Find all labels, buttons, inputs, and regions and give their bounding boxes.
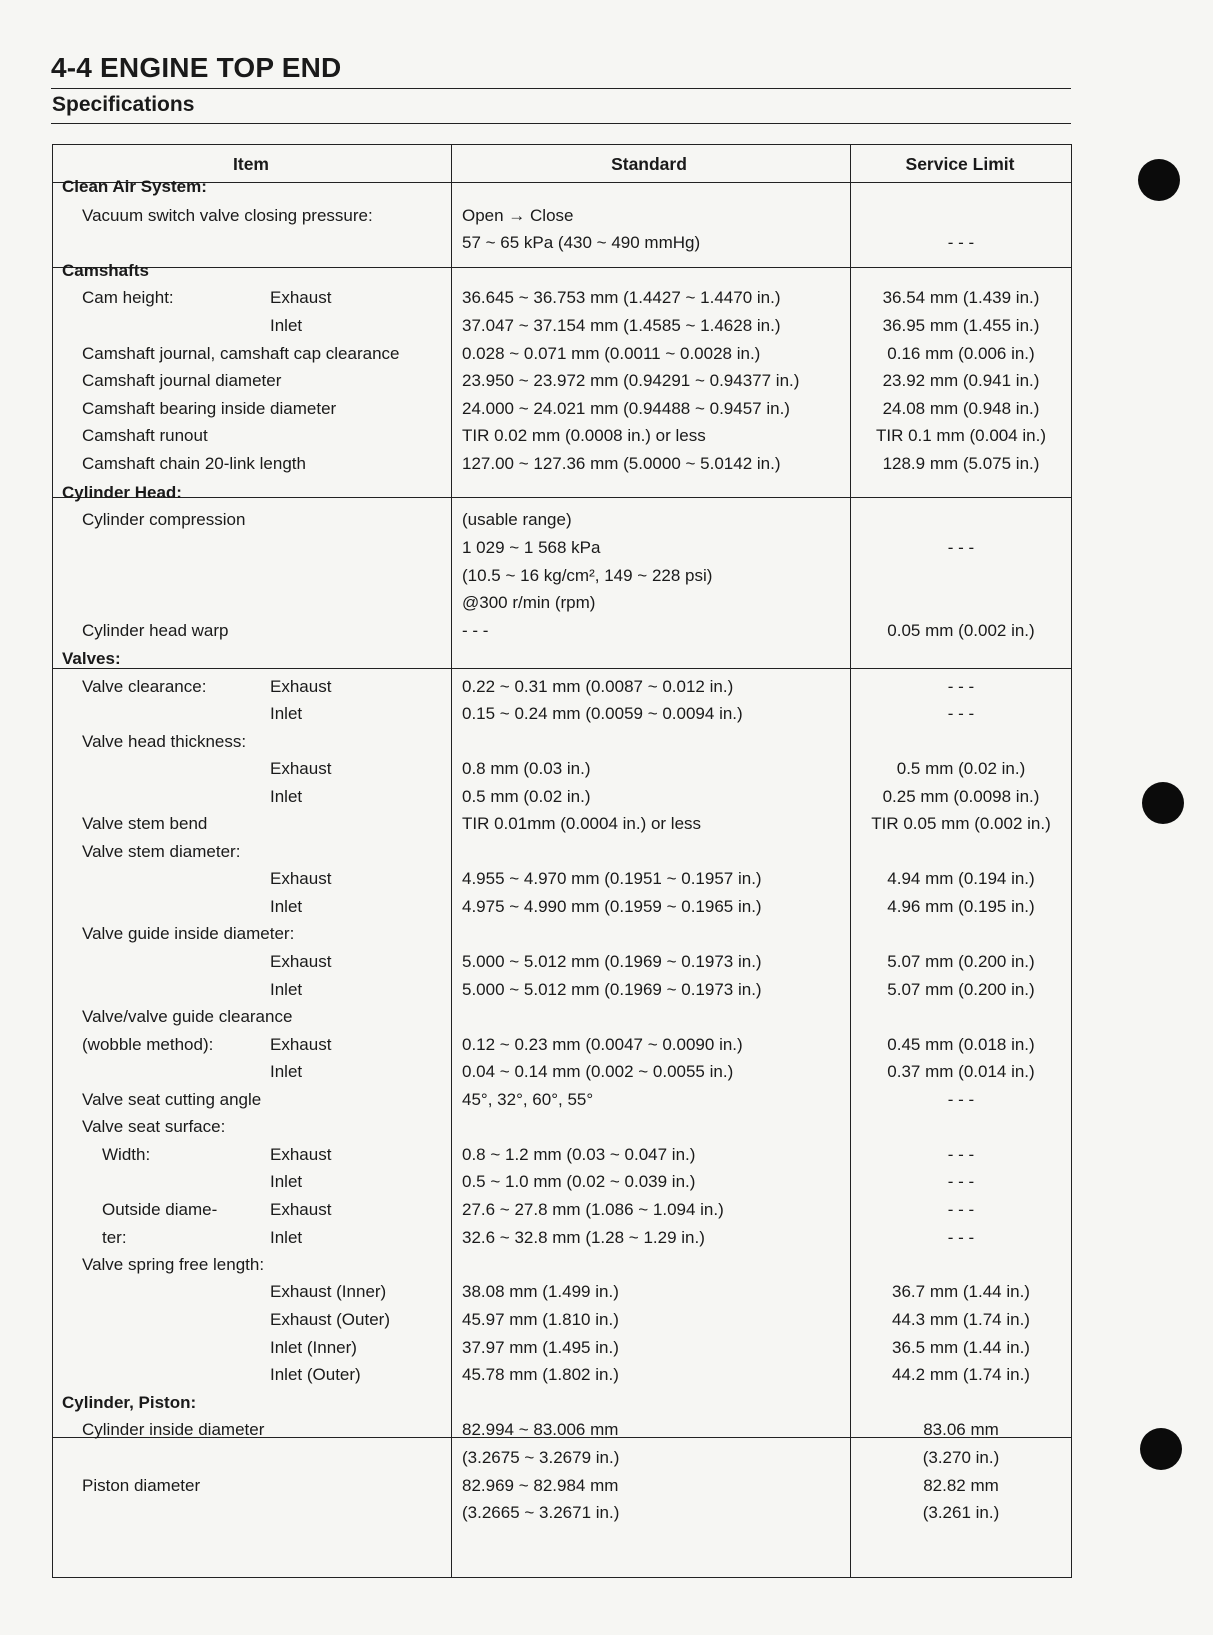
service-limit-value: (3.270 in.) <box>922 1448 1000 1467</box>
spec-subitem: Exhaust <box>270 1200 332 1219</box>
standard-value: 4.975 ~ 4.990 mm (0.1959 ~ 0.1965 in.) <box>462 897 762 916</box>
spec-item: Camshaft journal, camshaft cap clearance <box>82 344 400 363</box>
column-header: Standard <box>611 154 687 174</box>
standard-value: 0.5 ~ 1.0 mm (0.02 ~ 0.039 in.) <box>462 1172 696 1191</box>
spec-item: Camshaft journal diameter <box>82 371 282 390</box>
spec-item: Cylinder compression <box>82 510 246 529</box>
section-heading: Camshafts <box>62 261 149 280</box>
service-limit-value: (3.261 in.) <box>922 1503 1000 1522</box>
standard-value: 127.00 ~ 127.36 mm (5.0000 ~ 5.0142 in.) <box>462 454 781 473</box>
service-limit-value: TIR 0.05 mm (0.002 in.) <box>871 814 1051 833</box>
spec-item: (wobble method): <box>82 1035 214 1054</box>
section-heading: Valves: <box>62 649 121 668</box>
column-divider <box>451 145 452 1577</box>
spec-item: Valve stem bend <box>82 814 208 833</box>
service-limit-value: 4.94 mm (0.194 in.) <box>887 869 1035 888</box>
standard-value: (3.2665 ~ 3.2671 in.) <box>462 1503 620 1522</box>
service-limit-value: 82.82 mm <box>923 1476 999 1495</box>
subtitle-rule <box>51 123 1071 124</box>
section-rule <box>53 497 1071 498</box>
service-limit-value: 36.7 mm (1.44 in.) <box>892 1282 1030 1301</box>
spec-subitem: Exhaust <box>270 1035 332 1054</box>
binder-hole <box>1138 159 1180 201</box>
standard-value: 0.028 ~ 0.071 mm (0.0011 ~ 0.0028 in.) <box>462 344 761 363</box>
spec-subitem: Inlet <box>270 897 303 916</box>
standard-value: 4.955 ~ 4.970 mm (0.1951 ~ 0.1957 in.) <box>462 869 762 888</box>
spec-subitem: Inlet <box>270 1172 303 1191</box>
service-limit-value: 44.3 mm (1.74 in.) <box>892 1310 1030 1329</box>
standard-value: Open → Close <box>462 206 574 225</box>
standard-value: 38.08 mm (1.499 in.) <box>462 1282 619 1301</box>
standard-value: 32.6 ~ 32.8 mm (1.28 ~ 1.29 in.) <box>462 1228 705 1247</box>
standard-value: 0.22 ~ 0.31 mm (0.0087 ~ 0.012 in.) <box>462 677 734 696</box>
spec-subitem: Inlet <box>270 980 303 999</box>
spec-subitem: Inlet <box>270 787 303 806</box>
standard-value: 37.97 mm (1.495 in.) <box>462 1338 619 1357</box>
spec-item: Valve seat cutting angle <box>82 1090 262 1109</box>
spec-subitem: Inlet (Outer) <box>270 1365 361 1384</box>
service-limit-value: 24.08 mm (0.948 in.) <box>882 399 1040 418</box>
service-limit-value: 0.45 mm (0.018 in.) <box>887 1035 1035 1054</box>
spec-item: Valve clearance: <box>82 677 207 696</box>
service-limit-value: 5.07 mm (0.200 in.) <box>887 980 1035 999</box>
spec-item: Camshaft chain 20-link length <box>82 454 306 473</box>
spec-subitem: Exhaust <box>270 1145 332 1164</box>
spec-item: Valve guide inside diameter: <box>82 924 295 943</box>
section-heading: Cylinder Head: <box>62 483 182 502</box>
standard-value: 5.000 ~ 5.012 mm (0.1969 ~ 0.1973 in.) <box>462 952 762 971</box>
standard-value: 27.6 ~ 27.8 mm (1.086 ~ 1.094 in.) <box>462 1200 724 1219</box>
service-limit-value: 4.96 mm (0.195 in.) <box>887 897 1035 916</box>
standard-value: 37.047 ~ 37.154 mm (1.4585 ~ 1.4628 in.) <box>462 316 781 335</box>
spec-subitem: Exhaust <box>270 677 332 696</box>
service-limit-value: 5.07 mm (0.200 in.) <box>887 952 1035 971</box>
standard-value: 0.8 ~ 1.2 mm (0.03 ~ 0.047 in.) <box>462 1145 696 1164</box>
service-limit-value: 0.05 mm (0.002 in.) <box>887 621 1035 640</box>
service-limit-value: 36.5 mm (1.44 in.) <box>892 1338 1030 1357</box>
spec-item: Cam height: <box>82 288 174 307</box>
spec-item: Valve stem diameter: <box>82 842 241 861</box>
binder-hole <box>1140 1428 1182 1470</box>
service-limit-value: 23.92 mm (0.941 in.) <box>882 371 1040 390</box>
service-limit-value: - - - <box>947 677 975 696</box>
spec-item: Width: <box>102 1145 151 1164</box>
standard-value: - - - <box>462 621 489 640</box>
section-heading: Cylinder, Piston: <box>62 1393 197 1412</box>
standard-value: 24.000 ~ 24.021 mm (0.94488 ~ 0.9457 in.) <box>462 399 790 418</box>
service-limit-value: - - - <box>947 538 975 557</box>
service-limit-value: 0.37 mm (0.014 in.) <box>887 1062 1035 1081</box>
standard-value: 82.969 ~ 82.984 mm <box>462 1476 619 1495</box>
service-limit-value: - - - <box>947 1200 975 1219</box>
standard-value: @300 r/min (rpm) <box>462 593 596 612</box>
spec-item: ter: <box>102 1228 127 1247</box>
column-header: Item <box>233 154 269 174</box>
service-limit-value: - - - <box>947 704 975 723</box>
standard-value: 0.5 mm (0.02 in.) <box>462 787 591 806</box>
section-heading: Clean Air System: <box>62 177 207 196</box>
spec-item: Vacuum switch valve closing pressure: <box>82 206 373 225</box>
service-limit-value: 36.54 mm (1.439 in.) <box>882 288 1040 307</box>
spec-subitem: Exhaust (Inner) <box>270 1282 387 1301</box>
service-limit-value: - - - <box>947 1172 975 1191</box>
standard-value: TIR 0.01mm (0.0004 in.) or less <box>462 814 702 833</box>
service-limit-value: - - - <box>947 233 975 252</box>
standard-value: 23.950 ~ 23.972 mm (0.94291 ~ 0.94377 in.) <box>462 371 800 390</box>
spec-subitem: Exhaust <box>270 952 332 971</box>
standard-value: 45°, 32°, 60°, 55° <box>462 1090 594 1109</box>
service-limit-value: 83.06 mm <box>923 1420 999 1439</box>
spec-subitem: Inlet <box>270 1062 303 1081</box>
spec-item: Valve seat surface: <box>82 1117 226 1136</box>
service-limit-value: 44.2 mm (1.74 in.) <box>892 1365 1030 1384</box>
spec-subitem: Inlet (Inner) <box>270 1338 357 1357</box>
standard-value: 0.8 mm (0.03 in.) <box>462 759 591 778</box>
spec-subitem: Exhaust <box>270 869 332 888</box>
standard-value: 0.12 ~ 0.23 mm (0.0047 ~ 0.0090 in.) <box>462 1035 743 1054</box>
spec-item: Valve spring free length: <box>82 1255 265 1274</box>
standard-value: 57 ~ 65 kPa (430 ~ 490 mmHg) <box>462 233 701 252</box>
standard-value: 0.15 ~ 0.24 mm (0.0059 ~ 0.0094 in.) <box>462 704 743 723</box>
spec-subitem: Exhaust <box>270 759 332 778</box>
section-rule <box>53 267 1071 268</box>
spec-subitem: Inlet <box>270 704 303 723</box>
service-limit-value: - - - <box>947 1145 975 1164</box>
standard-value: (3.2675 ~ 3.2679 in.) <box>462 1448 620 1467</box>
service-limit-value: 128.9 mm (5.075 in.) <box>882 454 1040 473</box>
spec-item: Cylinder inside diameter <box>82 1420 265 1439</box>
standard-value: (usable range) <box>462 510 572 529</box>
service-limit-value: - - - <box>947 1228 975 1247</box>
page-title: 4-4 ENGINE TOP END <box>51 52 342 83</box>
spec-item: Camshaft runout <box>82 426 208 445</box>
standard-value: TIR 0.02 mm (0.0008 in.) or less <box>462 426 706 445</box>
spec-item: Camshaft bearing inside diameter <box>82 399 337 418</box>
service-limit-value: 0.25 mm (0.0098 in.) <box>882 787 1040 806</box>
standard-value: 45.78 mm (1.802 in.) <box>462 1365 619 1384</box>
spec-item: Piston diameter <box>82 1476 201 1495</box>
standard-value: 36.645 ~ 36.753 mm (1.4427 ~ 1.4470 in.) <box>462 288 781 307</box>
spec-subitem: Inlet <box>270 316 303 335</box>
standard-value: 1 029 ~ 1 568 kPa <box>462 538 601 557</box>
column-header: Service Limit <box>905 154 1015 174</box>
service-limit-value: 0.5 mm (0.02 in.) <box>896 759 1026 778</box>
spec-item: Outside diame- <box>102 1200 218 1219</box>
spec-subitem: Exhaust (Outer) <box>270 1310 390 1329</box>
spec-subitem: Exhaust <box>270 288 332 307</box>
spec-item: Cylinder head warp <box>82 621 229 640</box>
standard-value: (10.5 ~ 16 kg/cm², 149 ~ 228 psi) <box>462 566 713 585</box>
spec-item: Valve/valve guide clearance <box>82 1007 293 1026</box>
service-limit-value: 36.95 mm (1.455 in.) <box>882 316 1040 335</box>
section-subtitle: Specifications <box>52 93 195 116</box>
standard-value: 0.04 ~ 0.14 mm (0.002 ~ 0.0055 in.) <box>462 1062 734 1081</box>
service-limit-value: TIR 0.1 mm (0.004 in.) <box>875 426 1047 445</box>
service-limit-value: 0.16 mm (0.006 in.) <box>887 344 1035 363</box>
spec-subitem: Inlet <box>270 1228 303 1247</box>
standard-value: 82.994 ~ 83.006 mm <box>462 1420 619 1439</box>
standard-value: 5.000 ~ 5.012 mm (0.1969 ~ 0.1973 in.) <box>462 980 762 999</box>
title-rule <box>51 88 1071 89</box>
service-limit-value: - - - <box>947 1090 975 1109</box>
section-rule <box>53 668 1071 669</box>
standard-value: 45.97 mm (1.810 in.) <box>462 1310 619 1329</box>
binder-hole <box>1142 782 1184 824</box>
spec-item: Valve head thickness: <box>82 732 247 751</box>
